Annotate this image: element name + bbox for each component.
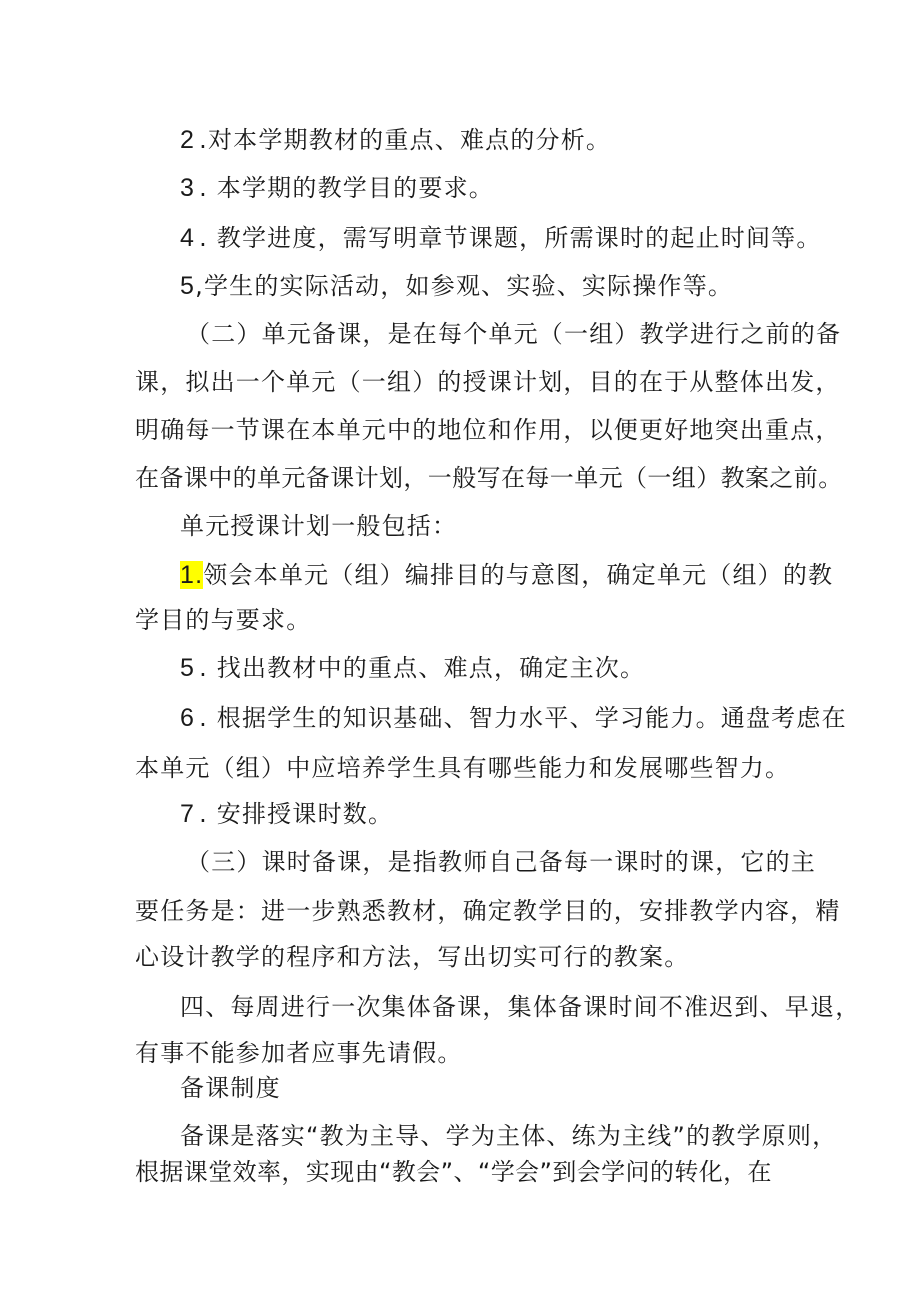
list-number: 5 — [180, 654, 196, 682]
list-text: . 根据学生的知识基础、智力水平、学习能力。通盘考虑在 — [199, 704, 847, 732]
list-number: 7 — [180, 800, 196, 828]
unit-plan-intro: 单元授课计划一般包括： — [180, 512, 458, 540]
unit-item-7 — [180, 798, 393, 830]
unit-item-6 — [180, 702, 847, 734]
list-text: ,学生的实际活动，如参观、实验、实际操作等。 — [195, 272, 734, 300]
unit-item-6-continuation: 本单元（组）中应培养学生具有哪些能力和发展哪些智力。 — [135, 754, 791, 782]
lesson-paragraph-line-3: 心设计教学的程序和方法，写出切实可行的教案。 — [135, 943, 690, 971]
unit-item-5 — [180, 652, 645, 684]
list-item-2 — [180, 124, 611, 156]
list-number: 3 — [180, 174, 196, 202]
list-text: . 安排授课时数。 — [199, 800, 394, 828]
unit-paragraph-line-2: 课，拟出一个单元（一组）的授课计划，目的在于从整体出发， — [135, 368, 841, 396]
unit-paragraph-line-1: （二）单元备课，是在每个单元（一组）教学进行之前的备 — [186, 320, 842, 348]
list-text: . 本学期的教学目的要求。 — [199, 174, 494, 202]
lesson-paragraph-line-1: （三）课时备课，是指教师自己备每一课时的课，它的主 — [186, 848, 816, 876]
highlighted-list-number: 1. — [180, 561, 204, 589]
list-item-5a — [180, 270, 733, 302]
list-number: 2 — [180, 126, 196, 154]
lesson-paragraph-line-2: 要任务是：进一步熟悉教材，确定教学目的，安排教学内容，精 — [135, 897, 841, 925]
unit-item-1-continuation: 学目的与要求。 — [135, 606, 312, 634]
unit-paragraph-line-3: 明确每一节课在本单元中的地位和作用，以便更好地突出重点， — [135, 416, 841, 444]
list-number: 4 — [180, 224, 196, 252]
unit-paragraph-line-4: 在备课中的单元备课计划，一般写在每一单元（一组）教案之前。 — [135, 464, 843, 492]
list-text: . 找出教材中的重点、难点，确定主次。 — [199, 654, 646, 682]
list-text: . 教学进度，需写明章节课题，所需课时的起止时间等。 — [199, 224, 822, 252]
list-item-4 — [180, 222, 822, 254]
unit-item-1 — [180, 559, 833, 591]
section-heading: 备课制度 — [180, 1074, 281, 1102]
weekly-paragraph-line-2: 有事不能参加者应事先请假。 — [135, 1039, 463, 1067]
list-text: .对本学期教材的重点、难点的分析。 — [199, 126, 612, 154]
intro-paragraph-line-1: 备课是落实“教为主导、学为主体、练为主线”的教学原则， — [180, 1122, 838, 1150]
list-item-3 — [180, 172, 494, 204]
list-number: 6 — [180, 704, 196, 732]
weekly-paragraph-line-1: 四、每周进行一次集体备课，集体备课时间不准迟到、早退， — [180, 993, 861, 1021]
list-number: 5 — [180, 272, 196, 300]
intro-paragraph-line-2: 根据课堂效率，实现由“教会”、“学会”到会学问的转化，在 — [135, 1158, 772, 1186]
list-text: 领会本单元（组）编排目的与意图，确定单元（组）的教 — [203, 561, 834, 589]
